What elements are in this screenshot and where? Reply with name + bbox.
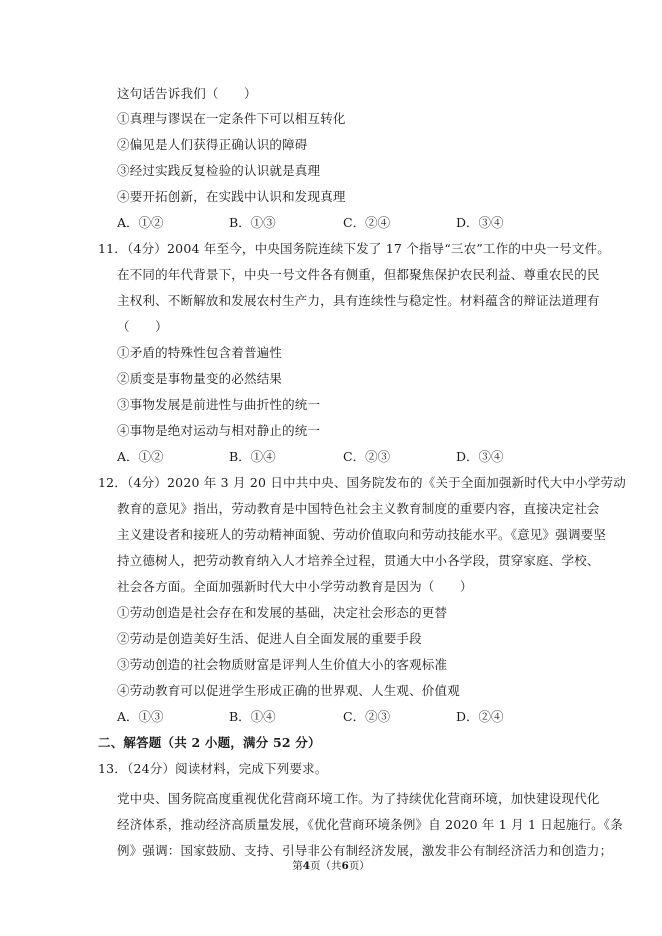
q13-material-line-2: 经济体系，推动经济高质量发展，《优化营商环境条例》自 2020 年 1 月 1 日起施行。《条 xyxy=(117,817,623,832)
q11-option-a: A．①② xyxy=(117,449,164,464)
q12-option-a: A．①③ xyxy=(117,709,164,724)
q12-option-d: D．②④ xyxy=(456,709,504,724)
q11-item-1: ①矛盾的特殊性包含着普遍性 xyxy=(117,345,283,360)
q11-stem-line-3: 主权利、不断解放和发展农村生产力，具有连续性与稳定性。材料蕴含的辩证法道理有 xyxy=(117,293,600,308)
q13-stem: 13．（24分）阅读材料，完成下列要求。 xyxy=(98,761,328,776)
q10-option-d: D．③④ xyxy=(456,215,504,230)
q10-option-b: B．①③ xyxy=(229,215,276,230)
q10-item-1: ①真理与谬误在一定条件下可以相互转化 xyxy=(117,111,346,126)
q10-item-3: ③经过实践反复检验的认识就是真理 xyxy=(117,163,321,178)
footer-suffix: 页） xyxy=(348,860,370,872)
q13-material-line-3: 例》强调：国家鼓励、支持、引导非公有制经济发展，激发非公有制经济活力和创造力； xyxy=(117,843,613,858)
q12-item-4: ④劳动教育可以促进学生形成正确的世界观、人生观、价值观 xyxy=(117,683,460,698)
q12-stem-line-5: 社会各方面。全面加强新时代大中小学劳动教育是因为（ ） xyxy=(117,579,473,594)
q13-material-line-1: 党中央、国务院高度重视优化营商环境工作。为了持续优化营商环境，加快建设现代化 xyxy=(117,791,600,806)
q11-item-4: ④事物是绝对运动与相对静止的统一 xyxy=(117,423,321,438)
q12-item-3: ③劳动创造的社会物质财富是评判人生价值大小的客观标准 xyxy=(117,657,448,672)
q12-item-2: ②劳动是创造美好生活、促进人自全面发展的重要手段 xyxy=(117,631,422,646)
q10-option-a: A．①② xyxy=(117,215,164,230)
q12-stem-line-3: 主义建设者和接班人的劳动精神面貌、劳动价值取向和劳动技能水平。《意见》强调要坚 xyxy=(117,527,607,542)
q11-option-b: B．①④ xyxy=(229,449,276,464)
q12-item-1: ①劳动创造是社会存在和发展的基础，决定社会形态的更替 xyxy=(117,605,448,620)
q10-stem-tail: 这句话告诉我们（ ） xyxy=(117,86,257,101)
q12-stem-line-1: 12．（4分）2020 年 3 月 20 日中共中央、国务院发布的《关于全面加强新时代大中小学劳动 xyxy=(98,475,626,490)
q12-option-c: C．②③ xyxy=(343,709,391,724)
q12-stem-line-4: 持立德树人，把劳动教育纳入人才培养全过程，贯通大中小各学段，贯穿家庭、学校、 xyxy=(117,553,600,568)
q11-option-d: D．③④ xyxy=(456,449,504,464)
footer-page-number: 4 xyxy=(302,860,310,872)
page-footer xyxy=(0,859,662,873)
q11-stem-line-1: 11．（4分）2004 年至今，中央国务院连续下发了 17 个指导“三农”工作的中央一号文件。 xyxy=(98,241,610,256)
q11-item-3: ③事物发展是前进性与曲折性的统一 xyxy=(117,397,321,412)
q11-stem-line-4: （ ） xyxy=(117,319,168,334)
q12-stem-line-2: 教育的意见》指出，劳动教育是中国特色社会主义教育制度的重要内容，直接决定社会 xyxy=(117,501,600,516)
q11-stem-line-2: 在不同的年代背景下，中央一号文件各有侧重，但都聚焦保护农民利益、尊重农民的民 xyxy=(117,267,600,282)
q10-item-2: ②偏见是人们获得正确认识的障碍 xyxy=(117,137,308,152)
q10-option-c: C．②④ xyxy=(343,215,391,230)
q10-item-4: ④要开拓创新，在实践中认识和发现真理 xyxy=(117,189,346,204)
footer-middle: 页（共 xyxy=(310,860,342,872)
q12-option-b: B．①④ xyxy=(229,709,276,724)
section-heading: 二、解答题（共 2 小题，满分 52 分） xyxy=(98,735,321,750)
q11-item-2: ②质变是事物量变的必然结果 xyxy=(117,371,283,386)
footer-prefix: 第 xyxy=(292,860,303,872)
footer-total-pages: 6 xyxy=(341,860,349,872)
q11-option-c: C．②③ xyxy=(343,449,391,464)
